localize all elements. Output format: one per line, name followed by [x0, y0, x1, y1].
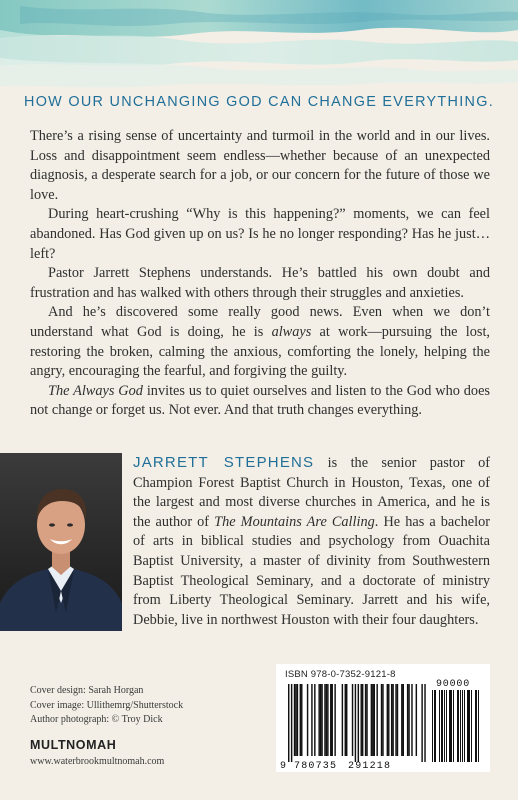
addon-bar [451, 690, 452, 762]
author-bio [133, 453, 490, 630]
barcode-bar [318, 684, 319, 756]
barcode-bar [288, 684, 289, 762]
addon-bar [471, 690, 472, 762]
addon-digits: 90000 [436, 679, 471, 690]
barcode-bar [326, 684, 327, 756]
addon-bar [464, 690, 465, 762]
paragraph-4 [30, 303, 490, 381]
paragraph-1: There’s a rising sense of uncertainty and turmoil in the world and in our lives. Loss and disappointment seem endless—whether because of an unexpected diagnosis, a desperate search for a job, or our concern for the future of those we love. [30, 128, 490, 203]
isbn-label: ISBN 978-0-7352-9121-8 [285, 669, 396, 680]
barcode-left-digits: 780735 [294, 761, 338, 772]
book-title: The Always God [48, 382, 143, 399]
barcode-bar [332, 684, 333, 756]
barcode-bar [366, 684, 367, 756]
barcode-bar [372, 684, 373, 756]
barcode-bar [300, 684, 301, 756]
addon-bar [435, 690, 436, 762]
barcode-bar [297, 684, 298, 756]
barcode-bar [392, 684, 393, 756]
addon-bar [457, 690, 458, 762]
author-name: JARRETT STEPHENS [133, 454, 315, 471]
paragraph-4-end: at work—pursuing the lost, restoring the broken, calming the anxious, comforting the lonely, helping the angry, encouraging the fearful, and forgiving the guilty. [30, 323, 490, 380]
barcode-bar [295, 684, 296, 756]
barcode [276, 664, 490, 772]
addon-bar [469, 690, 470, 762]
credits [30, 684, 250, 728]
barcode-bar [311, 684, 312, 756]
author-photo [0, 453, 122, 631]
emphasis-always: always [271, 323, 312, 340]
cover-image-credit: Cover image: Ullithemrg/Shutterstock [30, 699, 184, 711]
barcode-bar [345, 684, 346, 756]
barcode-bar [424, 684, 425, 762]
barcode-bar [358, 684, 359, 762]
barcode-bar [361, 684, 362, 756]
barcode-bar [291, 684, 292, 762]
barcode-bar [407, 684, 408, 756]
addon-bar [462, 690, 463, 762]
paragraph-2: During heart-crushing “Why is this happening?” moments, we can feel abandoned. Has God given up on us? Is he no longer responding? Has he just…left? [30, 206, 490, 262]
barcode-bar [342, 684, 343, 756]
barcode-bar [411, 684, 412, 756]
addon-bars [432, 690, 479, 762]
paragraph-3: Pastor Jarrett Stephens understands. He’s battled his own doubt and frustration and has walked with others through their struggles and anxieties. [30, 265, 490, 301]
barcode-bar [365, 684, 366, 756]
barcode-bar [421, 684, 422, 762]
barcode-bar [388, 684, 389, 756]
addon-bar [478, 690, 479, 762]
barcode-bar [387, 684, 388, 756]
barcode-bar [403, 684, 404, 756]
previous-book-title: The Mountains Are Calling [214, 513, 375, 530]
barcode-bar [376, 684, 377, 756]
addon-bar [450, 690, 451, 762]
barcode-bar [334, 684, 335, 756]
barcode-bar [401, 684, 402, 756]
bio-text-end: . He has a bachelor of arts in biblical studies and psychology from Ouachita Baptist University, a master of divinity from Southwestern Baptist Theological Seminary, and a doctorate of ministry from Liberty Theological Seminary. Jarrett and his wife, Debbie, live in northwest Houston with their four daughters. [133, 513, 490, 628]
barcode-bar [301, 684, 302, 756]
addon-bar [475, 690, 476, 762]
paragraph-5-end: invites us to quiet ourselves and listen to the God who does not change or forget us. Not ever. And that truth changes everything. [30, 382, 490, 419]
barcode-bar [382, 684, 383, 756]
barcode-bar [381, 684, 382, 756]
barcode-bar [324, 684, 325, 756]
publisher-logo: MULTNOMAH [30, 738, 117, 752]
addon-bar [432, 690, 433, 762]
addon-bar [467, 690, 468, 762]
barcode-panel [276, 664, 490, 772]
barcode-bar [346, 684, 347, 756]
barcode-bar [371, 684, 372, 756]
addon-bar [444, 690, 445, 762]
ean-bars [288, 684, 426, 762]
barcode-bar [416, 684, 417, 756]
addon-bar [468, 690, 469, 762]
barcode-bar [391, 684, 392, 756]
paragraph-4-start: And he’s discovered some really good news. Even when we don’t understand what God is doing, he is [30, 304, 490, 340]
headline: HOW OUR UNCHANGING GOD CAN CHANGE EVERYTHING. [24, 94, 494, 110]
addon-bar [476, 690, 477, 762]
barcode-bar [321, 684, 322, 756]
addon-bar [449, 690, 450, 762]
barcode-bar [330, 684, 331, 756]
barcode-right-digits: 291218 [348, 761, 392, 772]
barcode-bar [408, 684, 409, 756]
addon-bar [453, 690, 454, 762]
barcode-bar [314, 684, 315, 756]
watercolor-wash [0, 0, 518, 92]
barcode-bar [307, 684, 308, 756]
barcode-bar [320, 684, 321, 756]
addon-bar [446, 690, 447, 762]
barcode-bar [294, 684, 295, 756]
description [30, 127, 490, 421]
addon-bar [458, 690, 459, 762]
addon-bar [434, 690, 435, 762]
author-photo-credit: Author photograph: © Troy Dick [30, 714, 163, 725]
barcode-bar [395, 684, 396, 756]
addon-bar [442, 690, 443, 762]
cover-design-credit: Cover design: Sarah Horgan [30, 685, 144, 696]
barcode-bar [362, 684, 363, 756]
paragraph-5 [30, 382, 490, 421]
addon-bar [439, 690, 440, 762]
addon-bar [441, 690, 442, 762]
barcode-bar [327, 684, 328, 756]
barcode-lead-digit: 9 [280, 761, 287, 772]
bio-text-start: is the senior pastor of Champion Forest Baptist Church in Houston, Texas, one of the largest and most diverse churches in America, and he is the author of [133, 455, 490, 530]
barcode-bar [397, 684, 398, 756]
barcode-bar [355, 684, 356, 762]
publisher-website: www.waterbrookmultnomah.com [30, 756, 165, 767]
barcode-bar [374, 684, 375, 756]
addon-bar [460, 690, 461, 762]
barcode-bar [352, 684, 353, 756]
